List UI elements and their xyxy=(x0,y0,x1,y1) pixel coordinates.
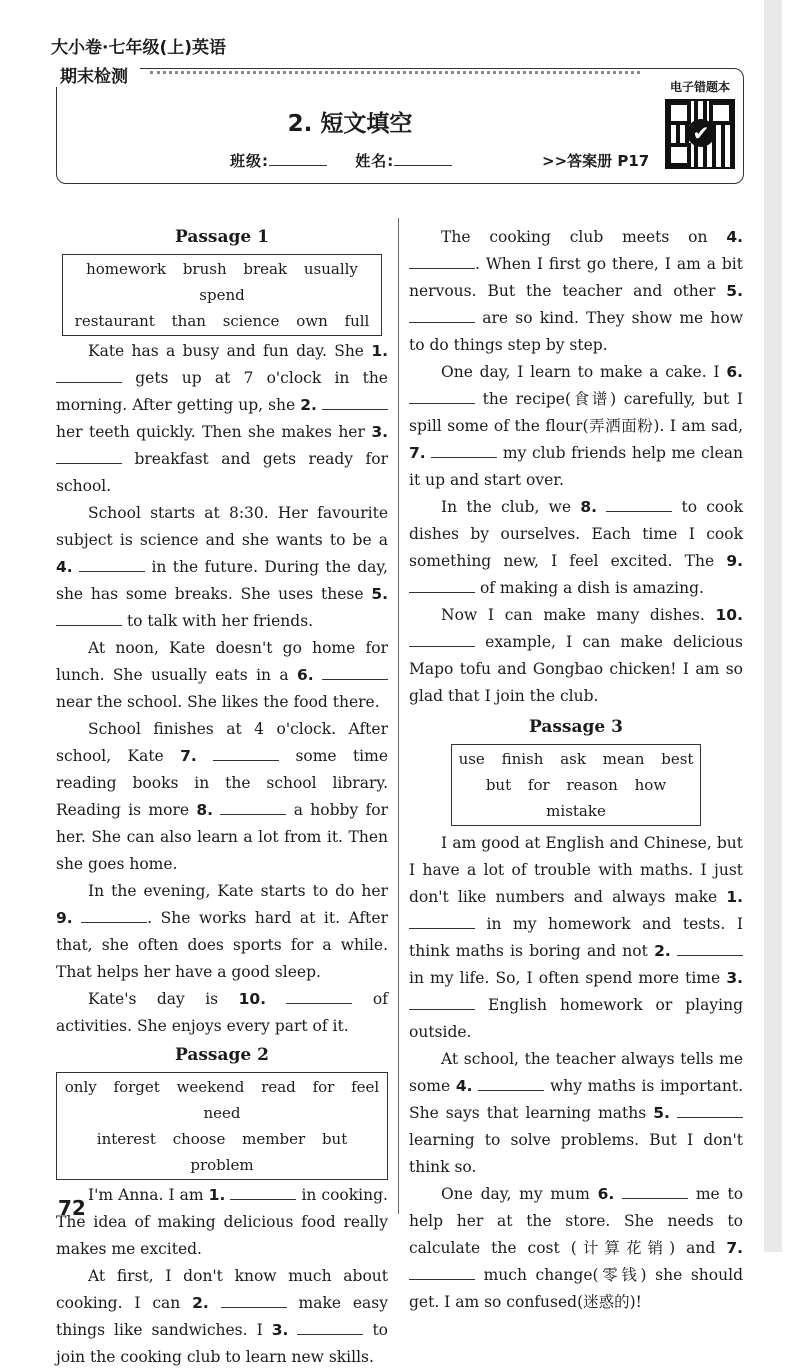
word-bank-item: member xyxy=(242,1130,306,1148)
text: . She works hard at it. After that, she often does sports for a while. That helps her have a good sleep. xyxy=(56,909,388,981)
paragraph xyxy=(56,986,388,1040)
word-bank xyxy=(451,744,701,826)
text: In the club, we xyxy=(441,498,572,516)
class-field[interactable] xyxy=(269,165,327,166)
text: of activities. She enjoys every part of it. xyxy=(56,990,388,1035)
paragraph xyxy=(409,359,743,494)
text: of making a dish is amazing. xyxy=(479,579,704,597)
answer-blank[interactable] xyxy=(606,494,672,512)
blank-number: 7. xyxy=(726,1239,743,1257)
blank-number: 7. xyxy=(180,747,197,765)
text: example, I can make delicious Mapo tofu and Gongbao chicken! I am so glad that I join the club. xyxy=(409,633,743,705)
answer-blank[interactable] xyxy=(56,446,122,464)
text: Kate's day is xyxy=(88,990,219,1008)
text: I'm Anna. I am xyxy=(88,1186,204,1204)
answer-blank[interactable] xyxy=(409,911,475,929)
word-bank xyxy=(62,254,382,336)
answer-blank[interactable] xyxy=(322,662,388,680)
paragraph xyxy=(56,338,388,500)
text: I am good at English and Chinese, but I have a lot of trouble with maths. I just don't like numbers and always make xyxy=(409,834,743,906)
checkmark-icon: ✔ xyxy=(687,119,715,147)
blank-number: 3. xyxy=(371,423,388,441)
book-title: 大小卷·七年级(上)英语 xyxy=(51,38,226,58)
qr-finder-icon xyxy=(667,143,691,167)
text: One day, my mum xyxy=(441,1185,590,1203)
blank-number: 1. xyxy=(726,888,743,906)
blank-number: 1. xyxy=(208,1186,226,1204)
word-bank-item: break xyxy=(243,260,288,278)
answer-reference: >>答案册 P17 xyxy=(542,152,650,170)
qr-label: 电子错题本 xyxy=(669,80,730,94)
blank-number: 1. xyxy=(371,342,389,360)
answer-blank[interactable] xyxy=(677,938,743,956)
blank-number: 2. xyxy=(300,396,317,414)
right-column xyxy=(409,224,743,1316)
word-bank-item: usually xyxy=(303,260,358,278)
blank-number: 5. xyxy=(653,1104,670,1122)
answer-blank[interactable] xyxy=(322,392,388,410)
word-bank-item: but xyxy=(321,1130,348,1148)
word-bank-row xyxy=(63,256,381,308)
paragraph xyxy=(56,878,388,986)
blank-number: 9. xyxy=(56,909,73,927)
text: are so kind. They show me how to do things step by step. xyxy=(409,309,743,354)
text: to cook dishes by ourselves. Each time I cook something new, I feel excited. The xyxy=(409,498,743,570)
qr-finder-icon xyxy=(709,101,733,125)
page-number: 72 xyxy=(58,1196,86,1220)
text: One day, I learn to make a cake. I xyxy=(441,363,720,381)
text: the recipe(食谱) carefully, but I spill some of the flour(弄洒面粉). I am sad, xyxy=(409,390,743,435)
blank-number: 6. xyxy=(726,363,743,381)
blank-number: 2. xyxy=(654,942,671,960)
paragraph xyxy=(56,1182,388,1263)
qr-panel[interactable] xyxy=(660,78,740,174)
exam-tag: 期末检测 xyxy=(50,62,140,87)
text: my club friends help me clean it up and start over. xyxy=(409,444,743,489)
word-bank-item: for xyxy=(312,1078,335,1096)
text: a hobby for her. She can also learn a lot from it. Then she goes home. xyxy=(56,801,388,873)
text: The cooking club meets on xyxy=(441,228,708,246)
blank-number: 8. xyxy=(196,801,214,819)
text: School starts at 8:30. Her favourite subject is science and she wants to be a xyxy=(56,504,388,549)
text: her teeth quickly. Then she makes her xyxy=(56,423,365,441)
word-bank-item: mean xyxy=(602,750,645,768)
word-bank-item: read xyxy=(261,1078,296,1096)
text: At noon, Kate doesn't go home for lunch. She usually eats in a xyxy=(56,639,388,684)
word-bank-item: brush xyxy=(182,260,227,278)
text: in my life. So, I often spend more time xyxy=(409,969,721,987)
word-bank-row xyxy=(452,746,700,772)
text: in my homework and tests. I think maths is boring and not xyxy=(409,915,743,960)
text: near the school. She likes the food there. xyxy=(56,693,380,711)
blank-number: 4. xyxy=(726,228,743,246)
word-bank-item: but xyxy=(485,776,512,794)
text: some time reading books in the school library. Reading is more xyxy=(56,747,388,819)
section-title: 2. 短文填空 xyxy=(287,111,413,137)
column-divider xyxy=(398,218,399,1214)
passage-title: Passage 2 xyxy=(175,1045,269,1065)
text: learning to solve problems. But I don't think so. xyxy=(409,1131,743,1176)
header-dotted-line xyxy=(150,71,640,74)
text: Kate has a busy and fun day. She xyxy=(88,342,364,360)
paragraph xyxy=(409,494,743,602)
blank-number: 7. xyxy=(409,444,426,462)
text: in the future. During the day, she has some breaks. She uses these xyxy=(56,558,388,603)
answer-blank[interactable] xyxy=(478,1073,544,1091)
answer-blank[interactable] xyxy=(230,1182,296,1200)
paragraph xyxy=(409,602,743,710)
answer-blank[interactable] xyxy=(286,986,352,1004)
answer-blank[interactable] xyxy=(79,554,145,572)
word-bank-item: finish xyxy=(501,750,544,768)
text: breakfast and gets ready for school. xyxy=(56,450,388,495)
blank-number: 6. xyxy=(296,666,314,684)
word-bank-item: own xyxy=(296,312,328,330)
word-bank-item: science xyxy=(222,312,280,330)
text: much change(零钱) she should get. I am so confused(迷惑的)! xyxy=(409,1266,743,1311)
paragraph xyxy=(56,635,388,716)
paragraph xyxy=(409,830,743,1046)
word-bank-item: choose xyxy=(172,1130,226,1148)
answer-blank[interactable] xyxy=(409,575,475,593)
word-bank-item: mistake xyxy=(546,802,606,820)
answer-blank[interactable] xyxy=(409,251,475,269)
word-bank xyxy=(56,1072,388,1180)
blank-number: 10. xyxy=(238,990,267,1008)
blank-number: 4. xyxy=(455,1077,473,1095)
text: why maths is important. She says that learning maths xyxy=(409,1077,743,1122)
answer-blank[interactable] xyxy=(409,992,475,1010)
answer-blank[interactable] xyxy=(221,1290,287,1308)
word-bank-row xyxy=(452,772,700,824)
blank-number: 4. xyxy=(56,558,73,576)
paragraph xyxy=(409,1046,743,1181)
word-bank-item: feel xyxy=(351,1078,380,1096)
text: make easy things like sandwiches. I xyxy=(56,1294,388,1339)
word-bank-item: spend xyxy=(199,286,245,304)
blank-number: 10. xyxy=(715,606,743,624)
text: me to help her at the store. She needs to calculate the cost (计算花销) and xyxy=(409,1185,744,1257)
word-bank-item: weekend xyxy=(176,1078,245,1096)
paragraph xyxy=(56,500,388,635)
name-field[interactable] xyxy=(394,165,452,166)
text: At school, the teacher always tells me some xyxy=(409,1050,743,1095)
qr-finder-icon xyxy=(667,101,691,125)
word-bank-item: homework xyxy=(86,260,167,278)
word-bank-item: use xyxy=(458,750,485,768)
paragraph xyxy=(56,716,388,878)
answer-blank[interactable] xyxy=(409,386,475,404)
word-bank-item: ask xyxy=(560,750,586,768)
blank-number: 5. xyxy=(726,282,743,300)
answer-blank[interactable] xyxy=(297,1317,363,1335)
text: to join the cooking club to learn new skills. xyxy=(56,1321,388,1366)
class-label: 班级: xyxy=(230,152,269,170)
blank-number: 2. xyxy=(192,1294,209,1312)
word-bank-item: need xyxy=(203,1104,241,1122)
word-bank-item: interest xyxy=(96,1130,156,1148)
qr-code-icon[interactable] xyxy=(665,99,735,169)
page-gutter xyxy=(764,0,782,1252)
answer-blank[interactable] xyxy=(213,743,279,761)
text: School finishes at 4 o'clock. After school, Kate xyxy=(56,720,388,765)
answer-blank[interactable] xyxy=(622,1181,688,1199)
paragraph xyxy=(409,224,743,359)
text: English homework or playing outside. xyxy=(409,996,743,1041)
name-label: 姓名: xyxy=(355,152,395,170)
blank-number: 3. xyxy=(271,1321,289,1339)
blank-number: 3. xyxy=(726,969,743,987)
word-bank-item: full xyxy=(344,312,370,330)
blank-number: 5. xyxy=(371,585,388,603)
word-bank-item: best xyxy=(661,750,694,768)
text: At first, I don't know much about cooking. I can xyxy=(56,1267,388,1312)
paragraph xyxy=(409,1181,743,1316)
text: Now I can make many dishes. xyxy=(441,606,705,624)
paragraph xyxy=(56,1263,388,1371)
student-info-line xyxy=(230,150,474,171)
word-bank-item: for xyxy=(527,776,550,794)
blank-number: 6. xyxy=(597,1185,615,1203)
passage-title: Passage 3 xyxy=(529,717,623,737)
answer-blank[interactable] xyxy=(431,440,497,458)
blank-number: 9. xyxy=(726,552,743,570)
word-bank-row xyxy=(57,1126,387,1178)
word-bank-row xyxy=(63,308,381,334)
word-bank-item: how xyxy=(634,776,667,794)
answer-blank[interactable] xyxy=(220,797,286,815)
word-bank-item: problem xyxy=(190,1156,254,1174)
answer-blank[interactable] xyxy=(409,305,475,323)
text: In the evening, Kate starts to do her xyxy=(88,882,388,900)
word-bank-item: only xyxy=(64,1078,97,1096)
answer-blank[interactable] xyxy=(677,1100,743,1118)
passage-title: Passage 1 xyxy=(175,227,269,247)
word-bank-item: than xyxy=(171,312,206,330)
blank-number: 8. xyxy=(580,498,597,516)
answer-blank[interactable] xyxy=(81,905,147,923)
text: gets up at 7 o'clock in the morning. After getting up, she xyxy=(56,369,388,414)
answer-blank[interactable] xyxy=(409,629,475,647)
left-column xyxy=(56,224,388,1371)
word-bank-row xyxy=(57,1074,387,1126)
text: . When I first go there, I am a bit nervous. But the teacher and other xyxy=(409,255,743,300)
answer-blank[interactable] xyxy=(56,608,122,626)
answer-blank[interactable] xyxy=(56,365,122,383)
word-bank-item: restaurant xyxy=(74,312,155,330)
text: in cooking. The idea of making delicious food really makes me excited. xyxy=(56,1186,388,1258)
word-bank-item: forget xyxy=(113,1078,160,1096)
word-bank-item: reason xyxy=(566,776,618,794)
text: to talk with her friends. xyxy=(126,612,314,630)
answer-blank[interactable] xyxy=(409,1262,475,1280)
